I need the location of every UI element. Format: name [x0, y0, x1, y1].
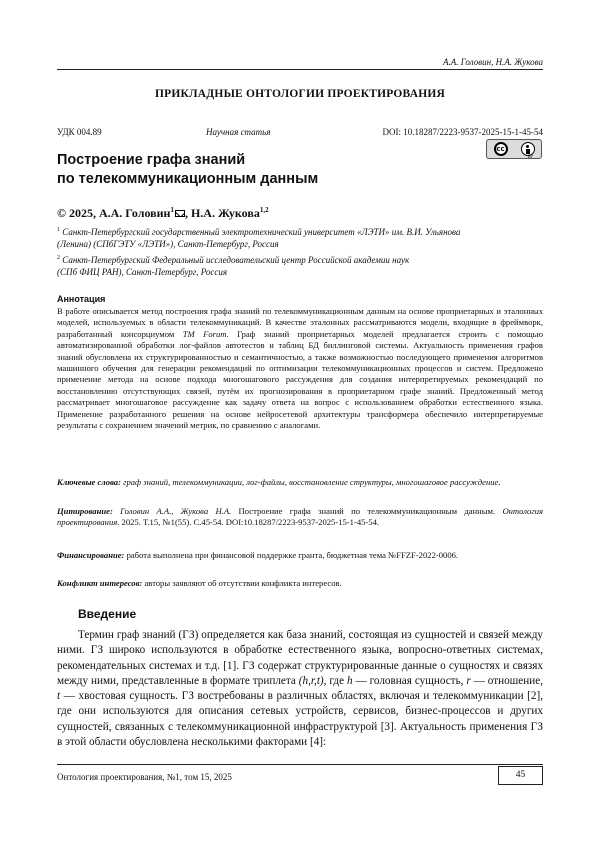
abstract-part-1: В работе описывается метод построения графа знаний по телекоммуникационным данным на основе проприетарных и эталонных моделей, используемых в области телекоммуникаций. В качестве эталонных рассматриваются модели, входящие в фреймворк, разработанный консорциумом	[57, 306, 543, 339]
title-line-2: по телекоммуникационным данным	[57, 171, 319, 187]
article-title	[57, 151, 318, 189]
header-rule	[57, 69, 543, 70]
title-line-1: Построение графа знаний	[57, 152, 246, 168]
intro-part-3: — головная сущность,	[352, 674, 467, 687]
keywords	[57, 477, 543, 488]
affiliation-1	[57, 224, 543, 250]
abstract-heading: Аннотация	[57, 294, 106, 304]
funding	[57, 550, 543, 561]
author2-affiliation: 1,2	[259, 206, 269, 214]
citation-text-2: . 2025. Т.15, №1(55). С.45-54. DOI:10.18287/2223-9537-2025-15-1-45-54.	[117, 517, 380, 528]
citation-label: Цитирование:	[57, 506, 113, 516]
doi-link[interactable]: DOI: 10.18287/2223-9537-2025-15-1-45-54	[382, 127, 543, 137]
aff1-sup: 1	[57, 227, 60, 233]
intro-part-4: — отношение,	[470, 674, 544, 687]
funding-text: работа выполнена при финансовой поддержке гранта, бюджетная тема №FFZF-2022-0006.	[124, 550, 459, 560]
keywords-label: Ключевые слова:	[57, 477, 121, 487]
citation-authors: Головин А.А., Жукова Н.А.	[112, 506, 232, 516]
intro-r: r	[466, 674, 471, 687]
introduction-paragraph	[57, 628, 543, 750]
conflict-text: авторы заявляют об отсутствии конфликта интересов.	[142, 578, 342, 588]
aff2-line-2: (СПб ФИЦ РАН), Санкт-Петербург, Россия	[57, 267, 228, 277]
authors-separator: , Н.А. Жукова	[184, 206, 260, 220]
author1-affiliation: 1	[170, 206, 174, 214]
intro-t: t	[57, 690, 61, 703]
cc-license-badge[interactable]	[486, 139, 542, 159]
citation-journal: Онтология проектирования	[57, 506, 543, 528]
intro-part-5: — хвостовая сущность. ГЗ востребованы в различных областях, включая и телекоммуникации [2], где они используются для описания сетевых устройств, сервисов, бизнес-процессов и других сущностей, связанных с телекоммуникационной инфраструктурой [3]. Актуальность применения ГЗ в этой области обусловлена несколькими факторами [4]:	[57, 690, 543, 749]
abstract-part-2: . Граф знаний проприетарных моделей предлагается строить с помощью автоматизированной обработки лог-файлов автотестов и таблиц БД биллинговой системы. Актуальность применения графов знаний обусловлена их структурированностью и семантичностью, а также возможностью последующего применения алгоритмов машинного обучения для генерации рекомендаций по оптимизации телекоммуникационных процессов и систем. Предложено применение метода на основе подхода многошагового рассуждения для создания интерпретируемых рекомендаций по восстановлению отсутствующих связей, путём их прогнозирования в проприетарном графе знаний. Предложенный метод рассматривает многошаговое рассуждение как задачу ответа на вопрос с использованием обработки естественного языка. Применение разработанного решения на основе нейросетевой архитектуры трансформера обеспечило интерпретируемые результаты с сохранением значений метрик, по сравнению с аналогами.	[57, 328, 544, 431]
cc-icon: cc	[494, 142, 508, 156]
intro-part-2: , где	[323, 674, 347, 687]
affiliation-2	[57, 252, 543, 278]
abstract-text	[57, 306, 543, 431]
aff2-sup: 2	[57, 255, 60, 261]
authors-line	[57, 206, 269, 221]
intro-part-1: Термин граф знаний (ГЗ) определяется как база знаний, состоящая из сущностей и связей между ними. ГЗ широко используются в обработке естественного языка, вопросно-ответных системах, рекомендательных системах и т.д. [1]. ГЗ содержат структурированные данные о сущностях и связях между ними, представленные в формате триплета	[57, 629, 543, 687]
introduction-heading: Введение	[78, 607, 137, 621]
article-type: Научная статья	[206, 127, 271, 137]
intro-h: h	[346, 674, 353, 687]
udk: УДК 004.89	[57, 127, 102, 137]
footer-rule	[57, 764, 543, 765]
keywords-text: граф знаний, телекоммуникации, лог-файлы, восстановление структуры, многошаговое рассуждение.	[120, 477, 501, 487]
aff1-line-2: (Ленина) (СПбГЭТУ «ЛЭТИ»), Санкт-Петербург, Россия	[57, 239, 279, 249]
conflict-label: Конфликт интересов:	[57, 578, 143, 588]
aff2-line-1: Санкт-Петербургский Федеральный исследовательский центр Российской академии наук	[62, 255, 410, 265]
citation	[57, 506, 543, 529]
cc-by-label: BY	[528, 154, 533, 159]
authors-prefix: © 2025, А.А. Головин	[57, 206, 171, 220]
footer-journal: Онтология проектирования, №1, том 15, 2025	[57, 772, 232, 782]
funding-label: Финансирование:	[57, 550, 125, 560]
running-header-authors: А.А. Головин, Н.А. Жукова	[442, 57, 543, 67]
abstract-tmforum: TM Forum	[182, 328, 227, 339]
intro-triplet: (h,r,t)	[298, 674, 324, 687]
envelope-icon[interactable]	[175, 210, 185, 217]
conflict-of-interest	[57, 578, 543, 589]
aff1-line-1: Санкт-Петербургский государственный электротехнический университет «ЛЭТИ» им. В.И. Ульянова	[62, 227, 461, 237]
citation-text-1: Построение графа знаний по телекоммуникационным данным.	[231, 506, 503, 516]
section-title: ПРИКЛАДНЫЕ ОНТОЛОГИИ ПРОЕКТИРОВАНИЯ	[154, 88, 446, 100]
page-number: 45	[498, 766, 543, 785]
